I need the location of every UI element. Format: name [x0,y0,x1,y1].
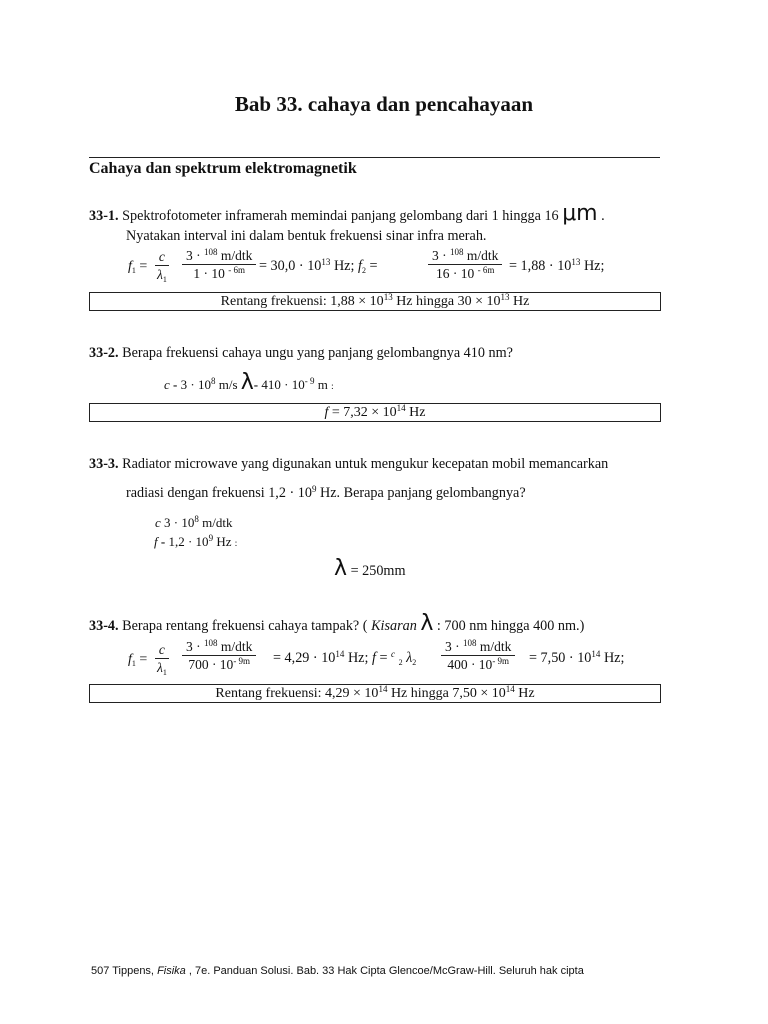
lambda-symbol: λ [240,370,254,395]
answer-33-3: λ = 250mm [334,556,406,581]
frac1: 3 · $^{108}$ m/dtk 1 · 10 $^{- 6m}$ [182,248,256,281]
c-over-lambda-fraction: $\frac{c}{\lambda_1}$ [153,249,171,282]
answer-box-33-1: Rentang frekuensi: $1,88 \times 10^{13}$ Hz hingga $30 \times 10^{13}$ Hz [89,292,661,311]
page-title: Bab 33. cahaya dan pencahayaan [234,92,534,116]
problem-33-3-line1 [89,456,608,473]
problem-number: 33-3. [89,456,119,472]
problem-number: 33-2. [89,345,119,361]
problem-33-3-line2: radiasi dengan frekuensi $1,2 \cdot 10^9$ Hz. Berapa panjang gelombangnya? [126,484,526,501]
lambda-symbol: λ [334,556,348,581]
answer-box-33-4: Rentang frekuensi: $4,29 \times 10^{14}$ Hz hingga $7,50 \times 10^{14}$ Hz [89,684,661,703]
frac1-33-4: 3 · $^{108}$ m/dtk $700 \cdot 10^{- 9m}$ [182,639,256,672]
section-heading: Cahaya dan spektrum elektromagnetik [89,160,357,177]
lambda-symbol: λ [420,611,434,636]
frac2-33-4: 3 · $^{108}$ m/dtk $400 \cdot 10^{- 9m}$ [441,639,515,672]
c-over-lambda-fraction-33-4: $\frac{c}{\lambda_1}$ [153,642,171,675]
f1-label: $f_1$ = [128,259,148,275]
problem-33-1-line1 [89,201,605,226]
problem-text: Radiator microwave yang digunakan untuk mengukur kecepatan mobil memancarkan [122,456,609,472]
problem-text: Spektrofotometer inframerah memindai panjang gelombang dari 1 hingga 16 [122,208,559,224]
problem-33-1-line2: Nyatakan interval ini dalam bentuk frekuensi sinar infra merah. [126,228,487,244]
given-f-33-3: $f - 1,2 \cdot 10^9$ Hz : [154,533,238,549]
period: . [601,208,605,224]
problem-number: 33-1. [89,208,119,224]
answer-box-33-2: $f = 7,32 \times 10^{14}$ Hz [89,403,661,422]
result-2-33-4: = $7,50 \cdot 10^{14}$ Hz; [529,649,625,666]
section-divider [89,157,660,158]
micrometer-unit: μm [562,201,598,226]
page-footer: 507 Tippens, Fisika , 7e. Panduan Solusi. Bab. 33 Hak Cipta Glencoe/McGraw-Hill. Seluruh hak cipta [91,965,584,977]
result-2: = $1,88 \cdot 10^{13}$ Hz; [509,257,605,274]
frac2: 3 · $^{108}$ m/dtk 16 · 10 $^{- 6m}$ [428,248,502,281]
result-1-33-4: = $4,29 \cdot 10^{14}$ Hz; f = $^c$ $_2$ $\lambda_2$ [273,649,417,667]
f1-label-33-4: $f_1$ = [128,652,148,668]
problem-33-4-line: 33-4. Berapa rentang frekuensi cahaya tampak? ( Kisaran λ : 700 nm hingga 400 nm.) [89,611,585,636]
problem-text: Berapa frekuensi cahaya ungu yang panjang gelombangnya 410 nm? [122,345,513,361]
problem-number: 33-4. [89,618,119,634]
given-c-33-3: c $3 \cdot 10^8$ m/dtk [155,514,233,530]
result-1: = $30,0 \cdot 10^{13}$ Hz; $f_2$ = [259,257,378,275]
problem-33-2-line [89,345,513,362]
given-values-33-2: $c - 3 \cdot 10^8$ m/s λ- $410 \cdot 10^{- 9}$ m : [164,370,334,395]
